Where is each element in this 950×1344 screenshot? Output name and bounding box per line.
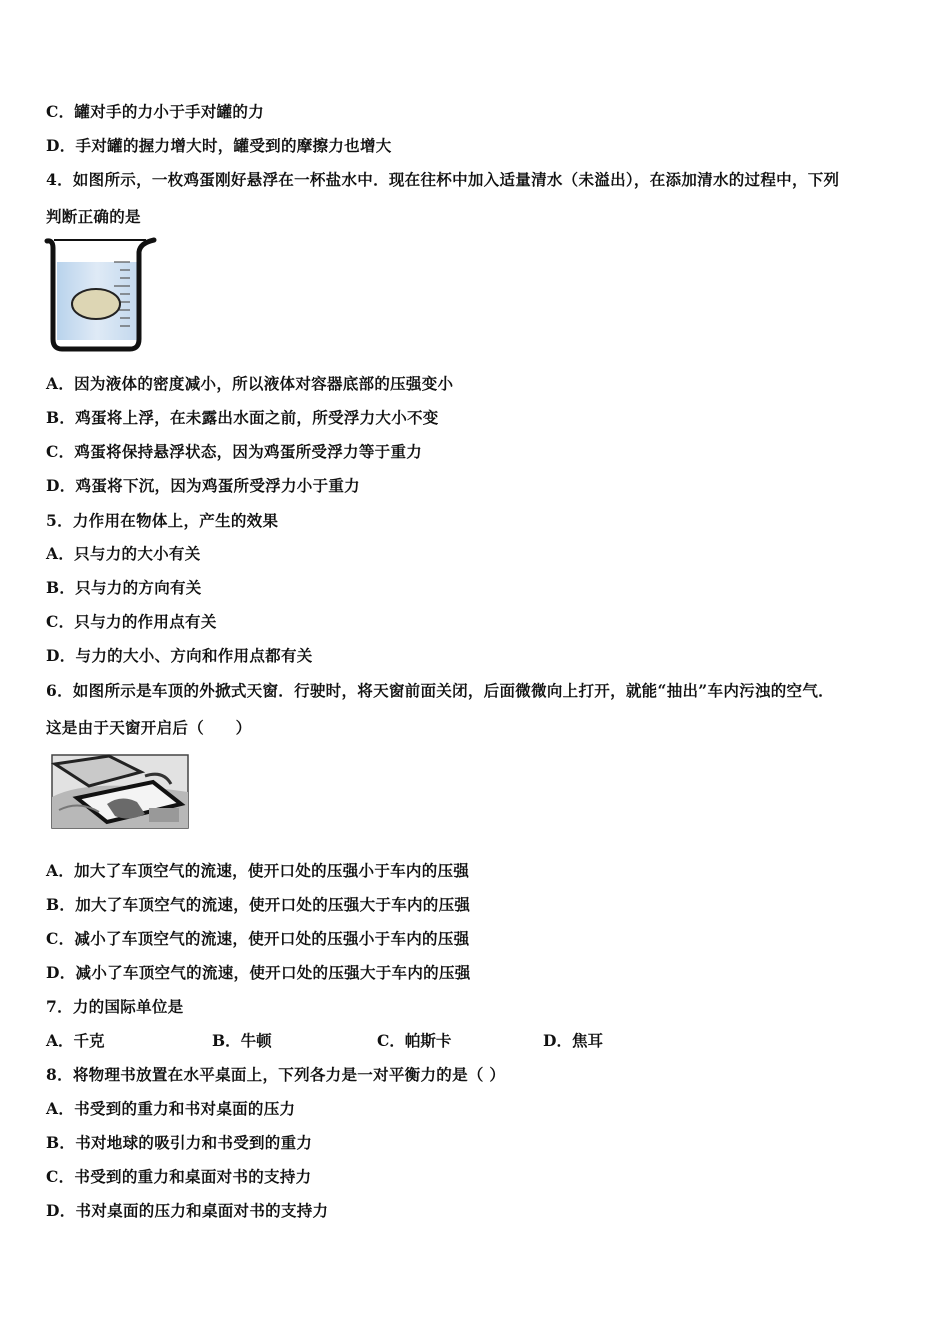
- car-sunroof-photo-icon: [49, 752, 191, 831]
- q4-option-a: A．因为液体的密度减小，所以液体对容器底部的压强变小: [46, 374, 454, 393]
- q5-option-c: C．只与力的作用点有关: [46, 612, 217, 631]
- q8-option-a: A．书受到的重力和书对桌面的压力: [46, 1099, 296, 1118]
- q4-option-b: B．鸡蛋将上浮，在未露出水面之前，所受浮力大小不变: [46, 408, 439, 427]
- q6-option-c: C．减小了车顶空气的流速，使开口处的压强小于车内的压强: [46, 929, 470, 948]
- q7-stem: 7．力的国际单位是: [46, 997, 184, 1016]
- beaker-with-egg-icon: [44, 236, 159, 356]
- q6-option-b: B．加大了车顶空气的流速，使开口处的压强大于车内的压强: [46, 895, 471, 914]
- q4-option-c: C．鸡蛋将保持悬浮状态，因为鸡蛋所受浮力等于重力: [46, 442, 423, 461]
- q8-option-c: C．书受到的重力和桌面对书的支持力: [46, 1167, 312, 1186]
- q7-option-a: A．千克: [46, 1031, 105, 1050]
- q8-stem: 8．将物理书放置在水平桌面上，下列各力是一对平衡力的是（ ）: [46, 1065, 506, 1084]
- q5-stem: 5．力作用在物体上，产生的效果: [46, 511, 279, 530]
- q7-option-c: C．帕斯卡: [377, 1031, 452, 1050]
- q6-option-d: D．减小了车顶空气的流速，使开口处的压强大于车内的压强: [46, 963, 471, 982]
- q3-option-c: C．罐对手的力小于手对罐的力: [46, 102, 265, 121]
- q6-option-a: A．加大了车顶空气的流速，使开口处的压强小于车内的压强: [46, 861, 470, 880]
- q5-option-d: D．与力的大小、方向和作用点都有关: [46, 646, 313, 665]
- q8-option-d: D．书对桌面的压力和桌面对书的支持力: [46, 1201, 329, 1220]
- q8-option-b: B．书对地球的吸引力和书受到的重力: [46, 1133, 313, 1152]
- q6-stem-line2: 这是由于天窗开启后（ ）: [46, 718, 252, 737]
- q7-option-d: D．焦耳: [543, 1031, 603, 1050]
- q7-option-b: B．牛顿: [212, 1031, 272, 1050]
- q4-stem-line2: 判断正确的是: [46, 207, 141, 226]
- q4-stem-line1: 4．如图所示，一枚鸡蛋刚好悬浮在一杯盐水中．现在往杯中加入适量清水（未溢出），在添加清水的过程中，下列: [46, 170, 840, 189]
- q4-option-d: D．鸡蛋将下沉，因为鸡蛋所受浮力小于重力: [46, 476, 360, 495]
- q5-option-b: B．只与力的方向有关: [46, 578, 202, 597]
- q5-option-a: A．只与力的大小有关: [46, 544, 201, 563]
- q6-stem-line1: 6．如图所示是车顶的外掀式天窗．行驶时，将天窗前面关闭，后面微微向上打开，就能“抽出”车内污浊的空气．: [46, 681, 834, 700]
- q3-option-d: D．手对罐的握力增大时，罐受到的摩擦力也增大: [46, 136, 392, 155]
